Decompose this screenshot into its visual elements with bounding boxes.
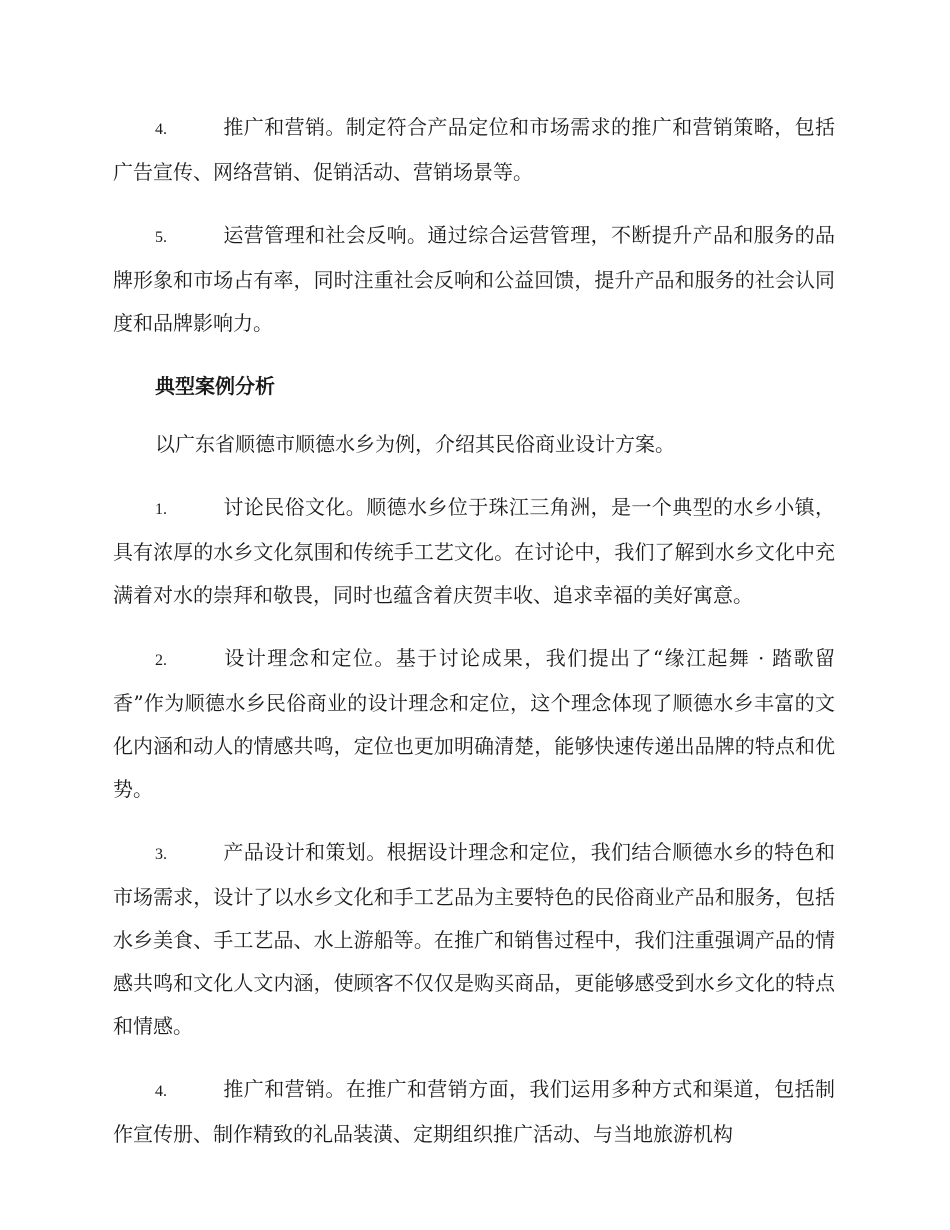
list-number: 4. [155,1083,167,1100]
case-item-3 [113,831,835,1048]
list-item-text: 产品设计和策划。根据设计理念和定位，我们结合顺德水乡的特色和市场需求，设计了以水乡文化和手工艺品为主要特色的民俗商业产品和服务，包括水乡美食、手工艺品、水上游船等。在推广和销售过程中，我们注重强调产品的情感共鸣和文化人文内涵，使顾客不仅仅是购买商品，更能够感受到水乡文化的特点和情感。 [113,840,835,1038]
intro-paragraph: 以广东省顺德市顺德水乡为例，介绍其民俗商业设计方案。 [155,432,675,456]
document-body [113,106,835,1176]
list-number: 1. [155,501,167,518]
section-heading: 典型案例分析 [155,374,275,398]
list-item-text: 设计理念和定位。基于讨论成果，我们提出了“缘江起舞 · 踏歌留香”作为顺德水乡民俗商业的设计理念和定位，这个理念体现了顺德水乡丰富的文化内涵和动人的情感共鸣，定位也更加明确清楚，能够快速传递出品牌的特点和优势。 [113,646,835,801]
list-number: 5. [155,229,167,246]
list-item-text: 讨论民俗文化。顺德水乡位于珠江三角洲，是一个典型的水乡小镇，具有浓厚的水乡文化氛围和传统手工艺文化。在讨论中，我们了解到水乡文化中充满着对水的崇拜和敬畏，同时也蕴含着庆贺丰收、追求幸福的美好寓意。 [113,495,835,607]
list-item-5 [113,214,835,345]
list-item-text: 推广和营销。制定符合产品定位和市场需求的推广和营销策略，包括广告宣传、网络营销、促销活动、营销场景等。 [113,115,835,184]
case-item-1 [113,486,835,617]
list-number: 4. [155,121,167,138]
list-item-text: 运营管理和社会反响。通过综合运营管理，不断提升产品和服务的品牌形象和市场占有率，同时注重社会反响和公益回馈，提升产品和服务的社会认同度和品牌影响力。 [113,223,835,335]
list-number: 2. [155,652,167,669]
case-item-2 [113,637,835,811]
list-item-text: 推广和营销。在推广和营销方面，我们运用多种方式和渠道，包括制作宣传册、制作精致的礼品装潢、定期组织推广活动、与当地旅游机构 [113,1077,835,1146]
list-number: 3. [155,846,167,863]
case-item-4 [113,1068,835,1156]
list-item-4 [113,106,835,194]
